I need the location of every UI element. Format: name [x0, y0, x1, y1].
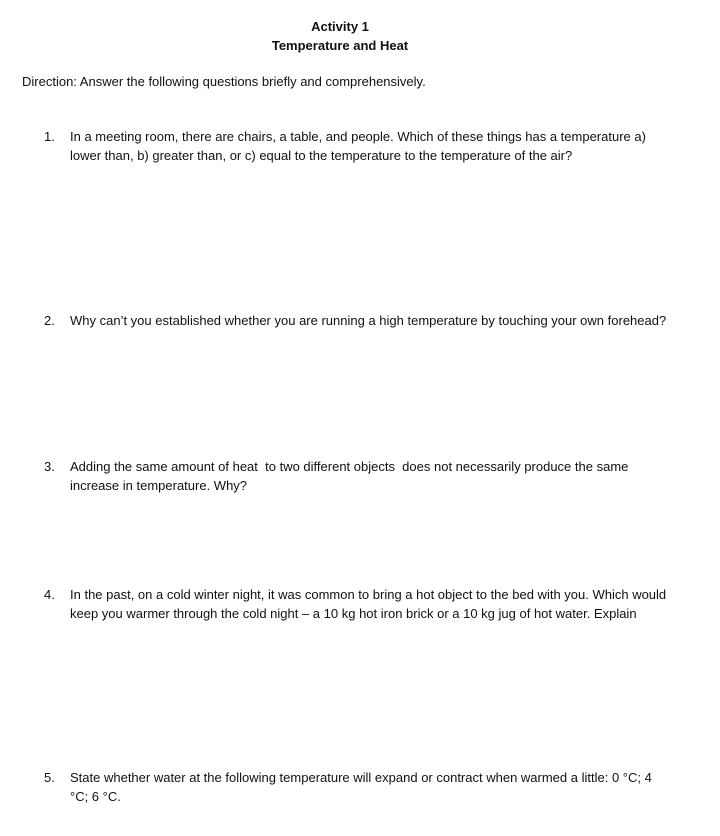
question-number: 4.: [44, 587, 55, 602]
question-text: State whether water at the following temperature will expand or contract when warmed a little: 0 °C; 4 °C; 6 °C.: [70, 770, 652, 804]
question-text: In the past, on a cold winter night, it was common to bring a hot object to the bed with you. Which would keep you warmer through the cold night – a 10 kg hot iron brick or a 10 kg jug of hot water. Explain: [70, 587, 667, 621]
question-text: Adding the same amount of heat to two different objects does not necessarily produce the same increase in temperature. Why?: [70, 459, 632, 493]
topic-title: Temperature and Heat: [271, 38, 409, 53]
question-text: Why can’t you established whether you are running a high temperature by touching your own forehead?: [70, 313, 667, 328]
question-number: 3.: [44, 459, 55, 474]
question-number: 5.: [44, 770, 55, 785]
question-number: 1.: [44, 129, 55, 144]
question-text: In a meeting room, there are chairs, a table, and people. Which of these things has a temperature a) lower than, b) greater than, or c) equal to the temperature to the temperature of the air?: [70, 129, 646, 163]
direction-text: Direction: Answer the following questions briefly and comprehensively.: [22, 74, 426, 89]
activity-title: Activity 1: [311, 19, 369, 34]
question-number: 2.: [44, 313, 55, 328]
